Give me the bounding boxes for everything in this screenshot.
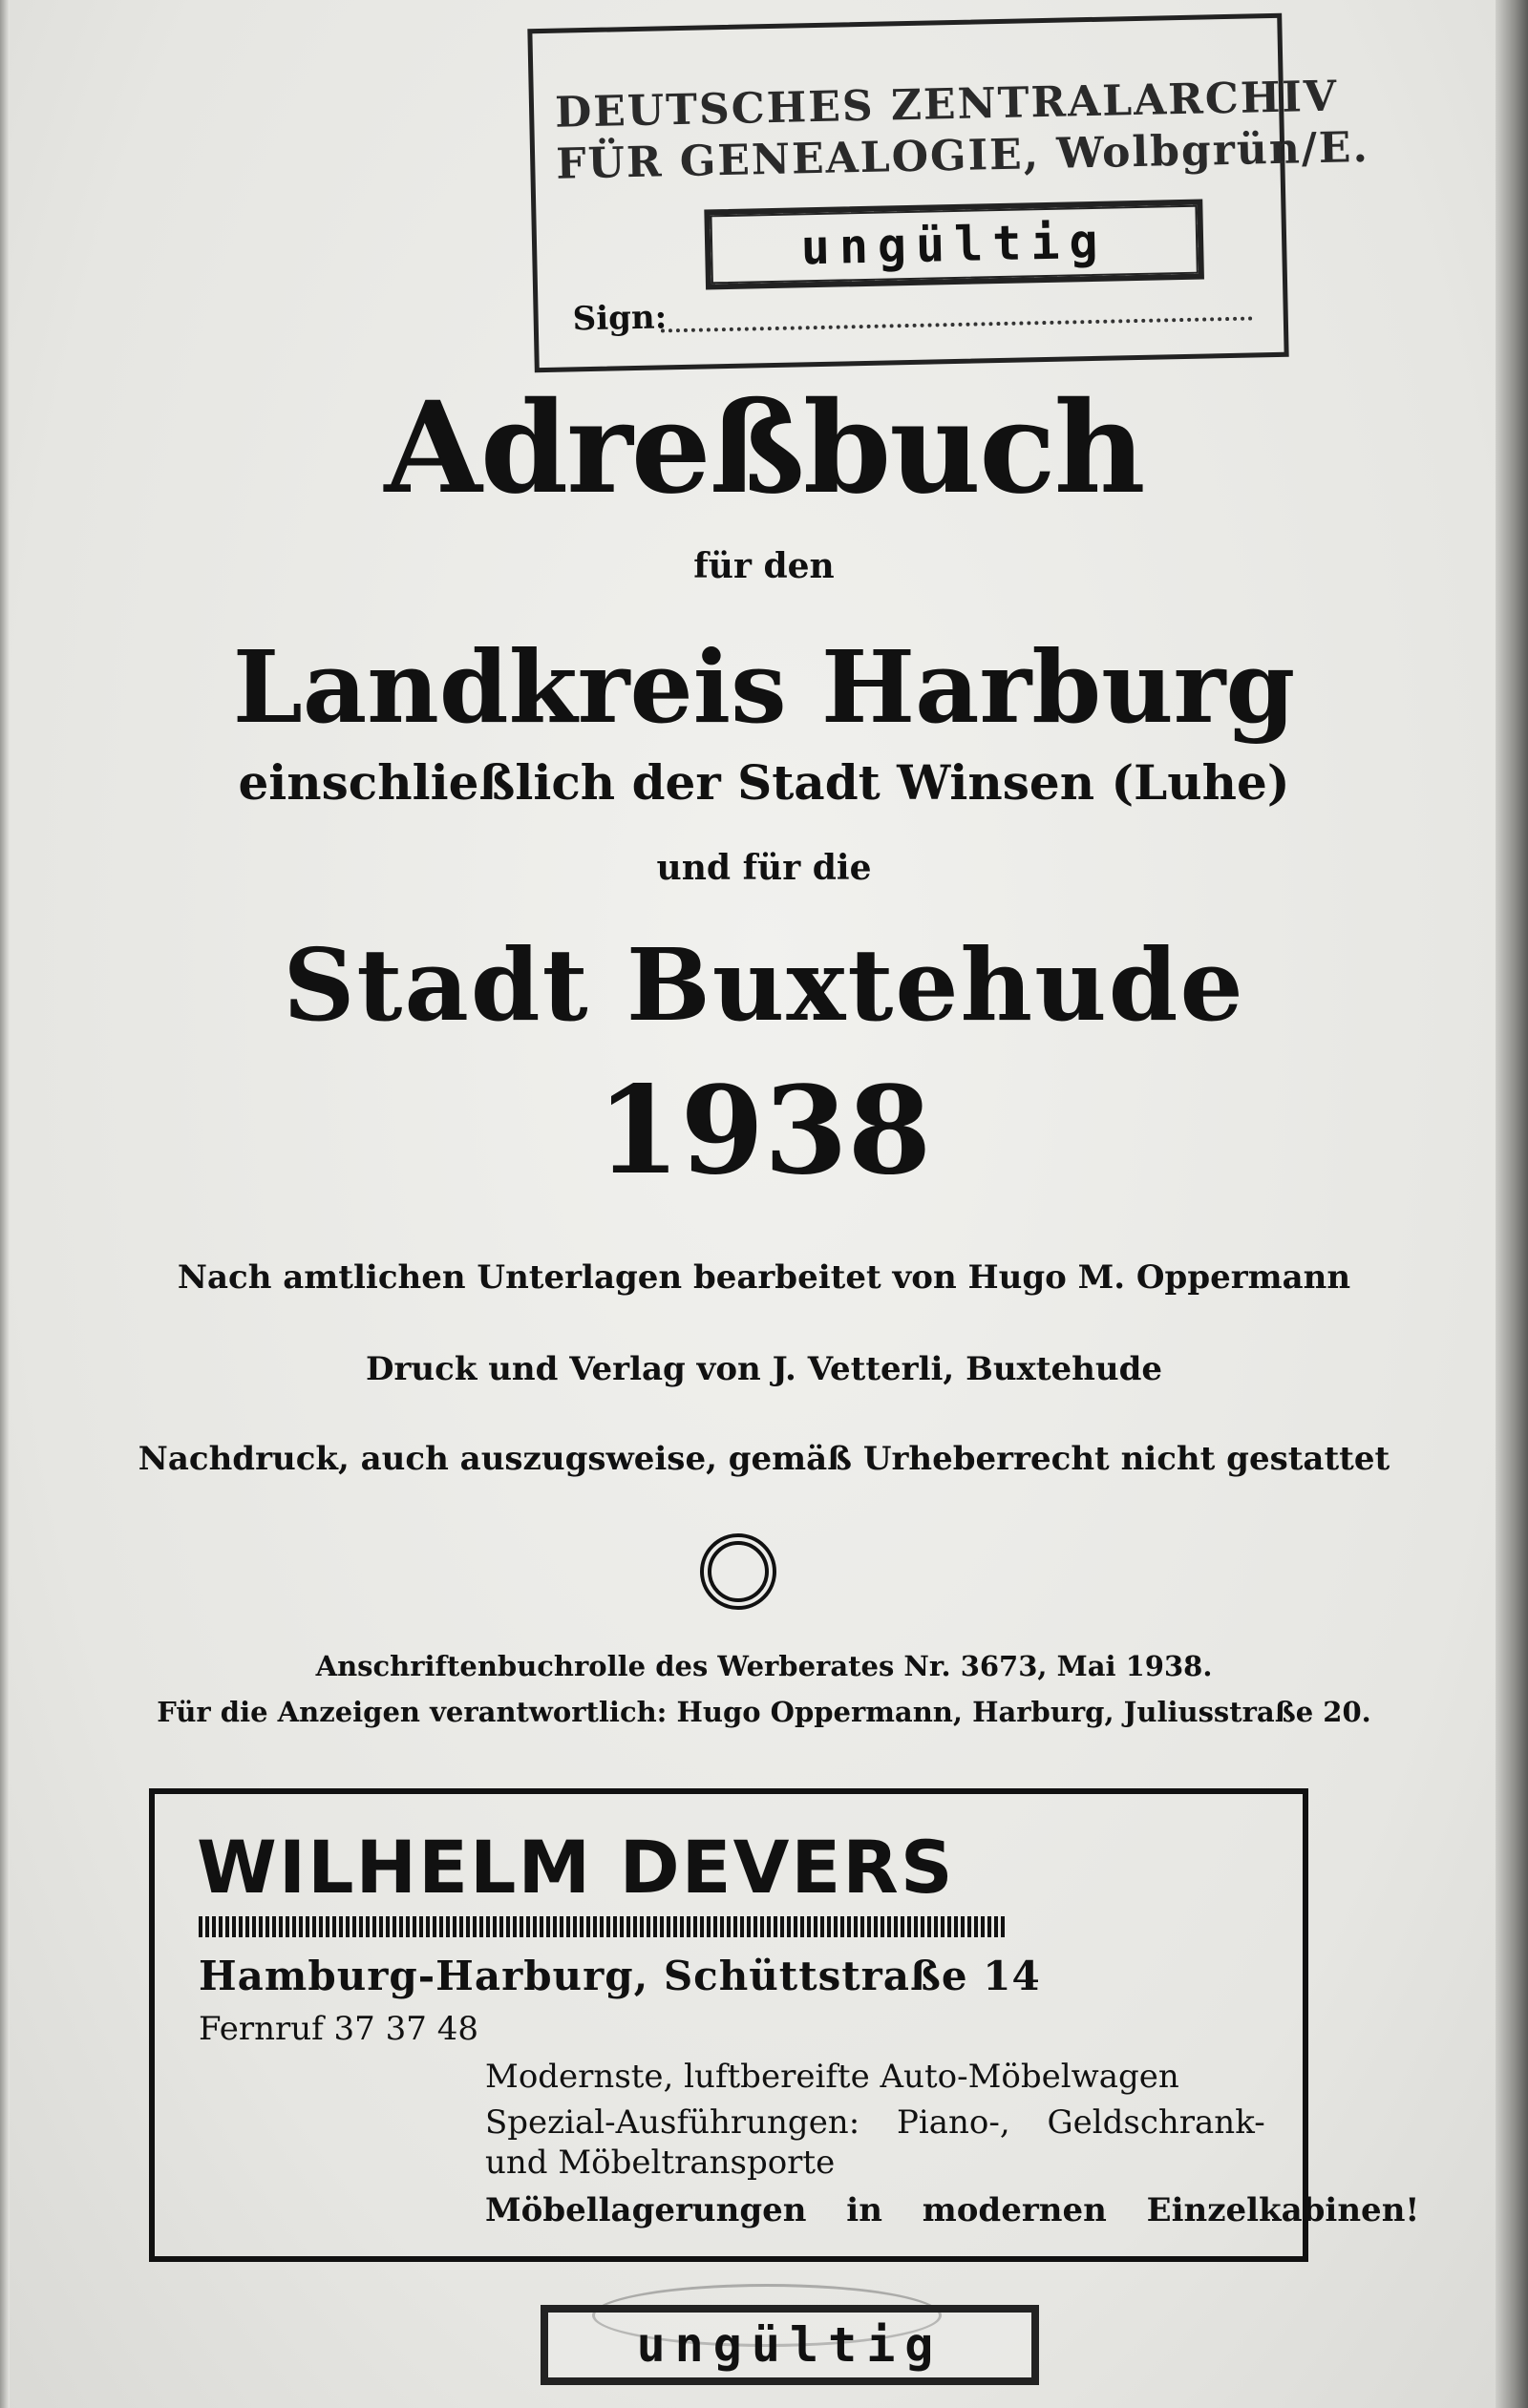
ad-address: Hamburg-Harburg, Schüttstraße 14	[199, 1953, 1041, 1999]
page-left-edge	[0, 0, 10, 2408]
signature-line	[661, 316, 1253, 332]
signature-label: Sign:	[572, 298, 668, 339]
advertising-responsible-line: Für die Anzeigen verantwortlich: Hugo Oppermann, Harburg, Juliusstraße 20.	[157, 1696, 1371, 1728]
stamp-archive-subtitle: FÜR GENEALOGIE, Wolbgrün/E.	[555, 122, 1370, 189]
subtitle-fuer-den: für den	[693, 546, 835, 586]
page-right-edge	[1496, 0, 1528, 2408]
advertisement-box	[149, 1788, 1420, 2262]
subtitle-und-fuer-die: und für die	[656, 848, 872, 888]
ad-company-name: WILHELM DEVERS	[197, 1825, 955, 1910]
stamp-archive-name: DEUTSCHES ZENTRALARCHIV	[554, 72, 1339, 137]
city-name: Stadt Buxtehude	[283, 926, 1245, 1044]
district-scope: einschließlich der Stadt Winsen (Luhe)	[238, 754, 1290, 811]
copyright-line: Nachdruck, auch auszugsweise, gemäß Urheberrecht nicht gestattet	[138, 1440, 1390, 1478]
archive-stamp	[527, 13, 1370, 372]
ad-phone: Fernruf 37 37 48	[199, 2010, 478, 2048]
district-name: Landkreis Harburg	[232, 628, 1296, 746]
ad-decorative-rule	[199, 1916, 1007, 1937]
bottom-invalid-stamp-text: ungültig	[636, 2317, 944, 2373]
invalid-stamp	[704, 200, 1204, 290]
ad-text-line: Möbellagerungen in modernen Einzelkabinen!	[485, 2191, 1420, 2229]
ad-text-line: und Möbeltransporte	[485, 2144, 836, 2182]
book-title: Adreßbuch	[384, 374, 1144, 522]
invalid-stamp-text: ungültig	[800, 213, 1109, 276]
bottom-invalid-stamp	[541, 2305, 1039, 2385]
registry-line: Anschriftenbuchrolle des Werberates Nr. 3673, Mai 1938.	[315, 1650, 1213, 1682]
ad-text-line: Spezial-Ausführungen: Piano-, Geldschrank-	[485, 2103, 1265, 2142]
ad-text-line: Modernste, luftbereifte Auto-Möbelwagen	[485, 2058, 1179, 2096]
editor-line: Nach amtlichen Unterlagen bearbeitet von Hugo M. Oppermann	[177, 1258, 1351, 1297]
publication-year: 1938	[596, 1060, 932, 1201]
wreath-ornament-icon	[700, 1533, 776, 1610]
publisher-line: Druck und Verlag von J. Vetterli, Buxtehude	[366, 1350, 1162, 1388]
